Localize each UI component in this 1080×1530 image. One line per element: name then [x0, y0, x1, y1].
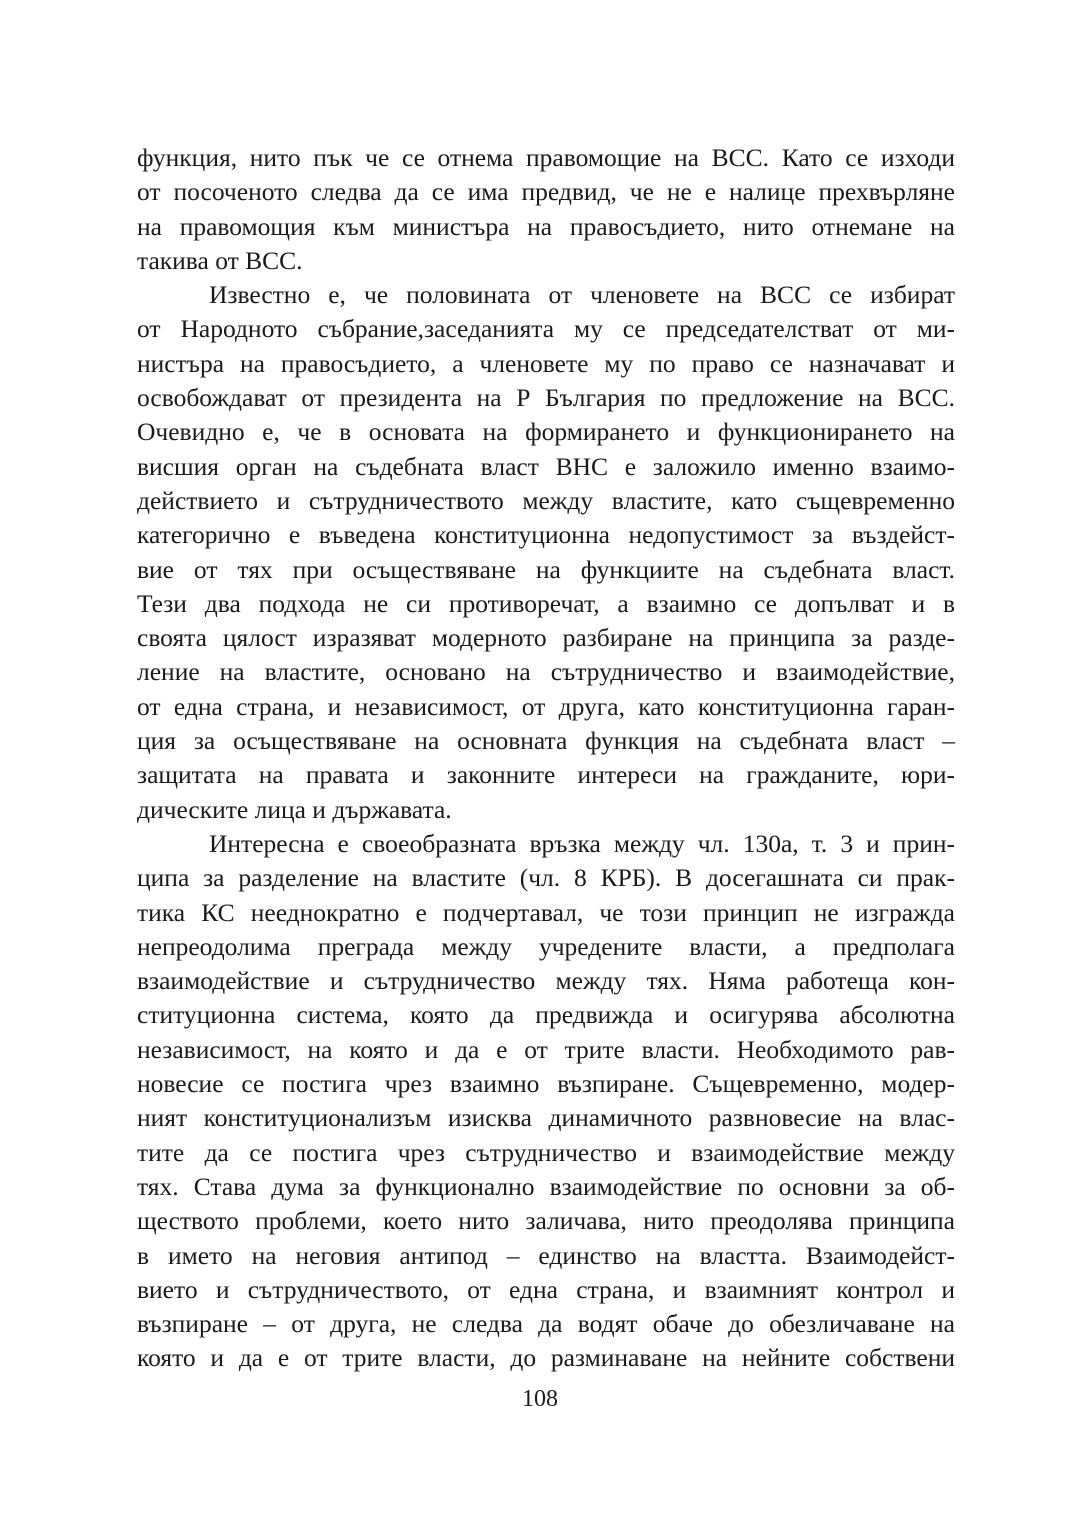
page-number: 108: [522, 1386, 558, 1412]
paragraph: [137, 141, 955, 278]
text-line: защитата на правата и законните интереси на гражданите, юри-: [137, 760, 955, 790]
text-line: висшия орган на съдебната власт ВНС е заложило именно взаимо-: [137, 451, 955, 481]
body-text: [137, 141, 955, 1376]
text-line: ният конституционализъм изисква динамичното развновесие на влас-: [137, 1103, 955, 1133]
text-line: такива от ВСС.: [137, 245, 303, 275]
text-line: която и да е от трите власти, до разминаване на нейните собствени: [137, 1343, 955, 1373]
text-line: тите да се постига чрез сътрудничество и взаимодействие между: [137, 1137, 955, 1167]
text-line: ституционна система, която да предвижда и осигурява абсолютна: [137, 1000, 955, 1030]
paragraph: [137, 827, 955, 1376]
text-line: ципа за разделение на властите (чл. 8 КРБ). В досегашната си прак-: [137, 863, 955, 893]
text-line: в името на неговия антипод – единство на властта. Взаимодейст-: [137, 1240, 955, 1270]
text-line: Тези два подхода не си противоречат, а взаимно се допълват и в: [137, 588, 955, 618]
text-line: тика КС нееднократно е подчертавал, че този принцип не изгражда: [137, 897, 955, 927]
text-line: ция за осъществяване на основната функция на съдебната власт –: [137, 726, 955, 756]
text-line: новесие се постига чрез взаимно възпиране. Същевременно, модер-: [137, 1069, 955, 1099]
text-line: на правомощия към министъра на правосъдието, нито отнемане на: [137, 211, 955, 241]
text-line: ление на властите, основано на сътрудничество и взаимодействие,: [137, 657, 955, 687]
text-line: тях. Става дума за функционално взаимодействие по основни за об-: [137, 1171, 955, 1201]
text-line: освобождават от президента на Р България по предложение на ВСС.: [137, 383, 955, 413]
text-line: действието и сътрудничеството между властите, като същевременно: [137, 485, 955, 515]
text-line: от посоченото следва да се има предвид, че не е налице прехвърляне: [137, 177, 955, 207]
text-line: Интересна е своеобразната връзка между чл. 130а, т. 3 и прин-: [209, 828, 955, 858]
text-line: ществото проблеми, което нито заличава, нито преодолява принципа: [137, 1206, 955, 1236]
text-line: непреодолима преграда между учредените власти, а предполага: [137, 931, 955, 961]
text-line: Известно е, че половината от членовете на ВСС се избират: [209, 280, 955, 310]
text-line: възпиране – от друга, не следва да водят обаче до обезличаване на: [137, 1309, 955, 1339]
text-line: нистъра на правосъдието, а членовете му по право се назначават и: [137, 348, 955, 378]
text-line: Очевидно е, че в основата на формирането и функционирането на: [137, 417, 955, 447]
text-line: дическите лица и държавата.: [137, 794, 452, 824]
text-line: функция, нито пък че се отнема правомощие на ВСС. Като се изходи: [137, 143, 955, 172]
paragraph: [137, 278, 955, 827]
text-line: категорично е въведена конституционна недопустимост за въздейст-: [137, 520, 955, 550]
text-line: взаимодействие и сътрудничество между тях. Няма работеща кон-: [137, 966, 955, 996]
text-line: от Народното събрание,заседанията му се председателстват от ми-: [137, 314, 955, 344]
text-line: своята цялост изразяват модерното разбиране на принципа за разде-: [137, 623, 955, 653]
text-line: независимост, на която и да е от трите власти. Необходимото рав-: [137, 1034, 955, 1064]
text-line: вието и сътрудничеството, от една страна, и взаимният контрол и: [137, 1274, 955, 1304]
text-line: от една страна, и независимост, от друга, като конституционна гаран-: [137, 691, 955, 721]
text-line: вие от тях при осъществяване на функциите на съдебната власт.: [137, 554, 955, 584]
